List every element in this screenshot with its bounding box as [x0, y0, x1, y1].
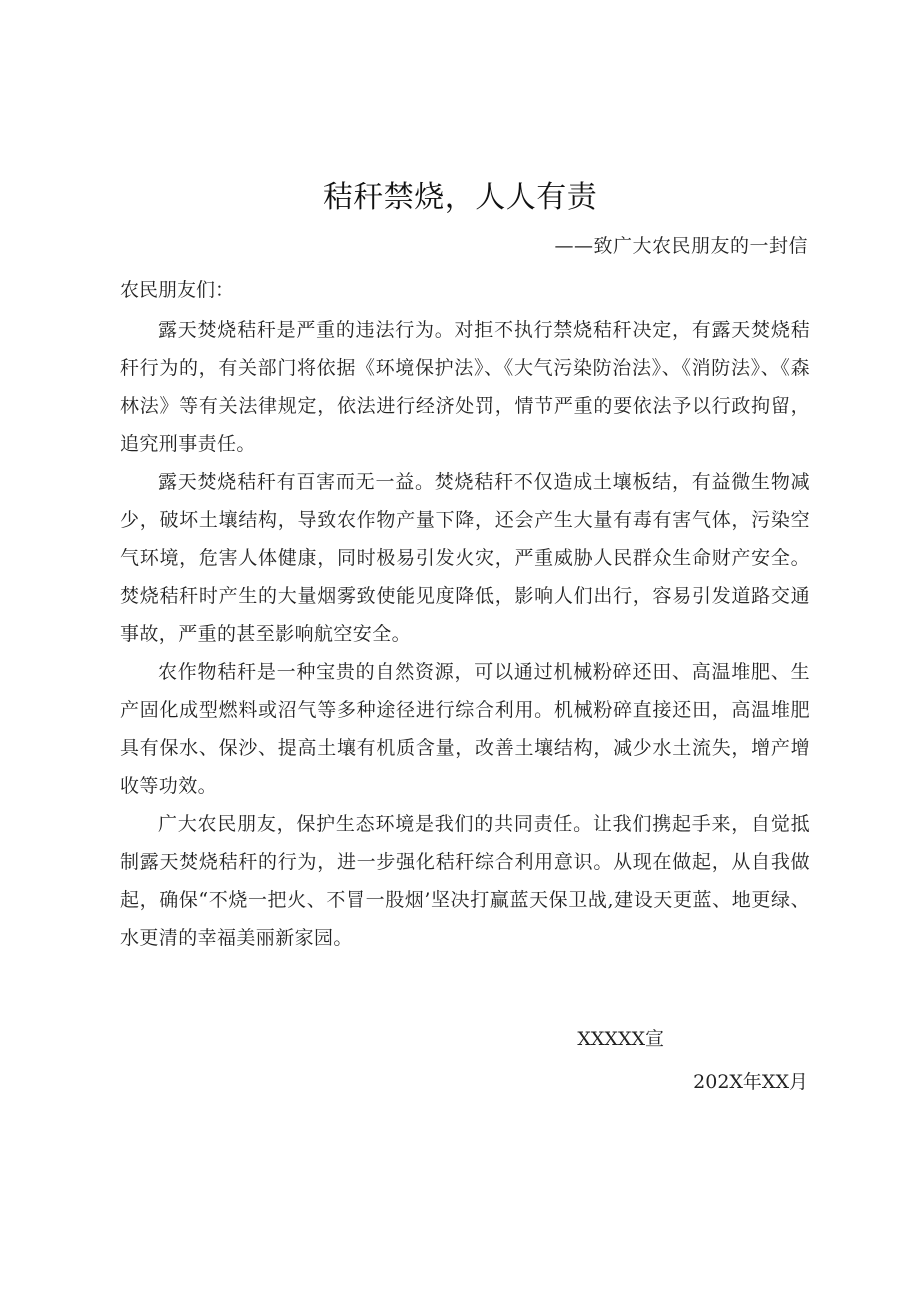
paragraph-appeal: 广大农民朋友，保护生态环境是我们的共同责任。让我们携起手来，自觉抵制露天焚烧秸秆的行为，进一步强化秸秆综合利用意识。从现在做起，从自我做起，确保“不烧一把火、不冒一股烟’坚决打赢蓝天保卫战,建设天更蓝、地更绿、水更清的幸福美丽新家园。: [120, 813, 810, 949]
paragraph-harm: 露天焚烧秸秆有百害而无一益。焚烧秸秆不仅造成土壤板结，有益微生物减少，破坏土壤结构，导致农作物产量下降，还会产生大量有毒有害气体，污染空气环境，危害人体健康，同时极易引发火灾，严重威胁人民群众生命财产安全。焚烧秸秆时产生的大量烟雾致使能见度降低，影响人们出行，容易引发道路交通事故，严重的甚至影响航空安全。: [120, 471, 810, 645]
letter-body: [120, 311, 810, 957]
signature: XXXXX宣: [577, 1028, 664, 1050]
letter-title: 秸秆禁烧，人人有责: [322, 180, 598, 215]
letter-subtitle: ——致广大农民朋友的一封信: [554, 235, 808, 257]
paragraph-penalty: 露天焚烧秸秆是严重的违法行为。对拒不执行禁烧秸秆决定，有露天焚烧秸秆行为的，有关部门将依据《环境保护法》、《大气污染防治法》、《消防法》、《森林法》等有关法律规定，依法进行经济处罚，情节严重的要依法予以行政拘留，追究刑事责任。: [120, 319, 810, 455]
paragraph-utilization: 农作物秸秆是一种宝贵的自然资源，可以通过机械粉碎还田、高温堆肥、生产固化成型燃料或沼气等多种途径进行综合利用。机械粉碎直接还田，高温堆肥具有保水、保沙、提高土壤有机质含量，改善土壤结构，减少水土流失，增产增收等功效。: [120, 661, 810, 797]
letter-date: 202X年XX月: [693, 1071, 808, 1093]
salutation: 农民朋友们：: [120, 279, 235, 301]
